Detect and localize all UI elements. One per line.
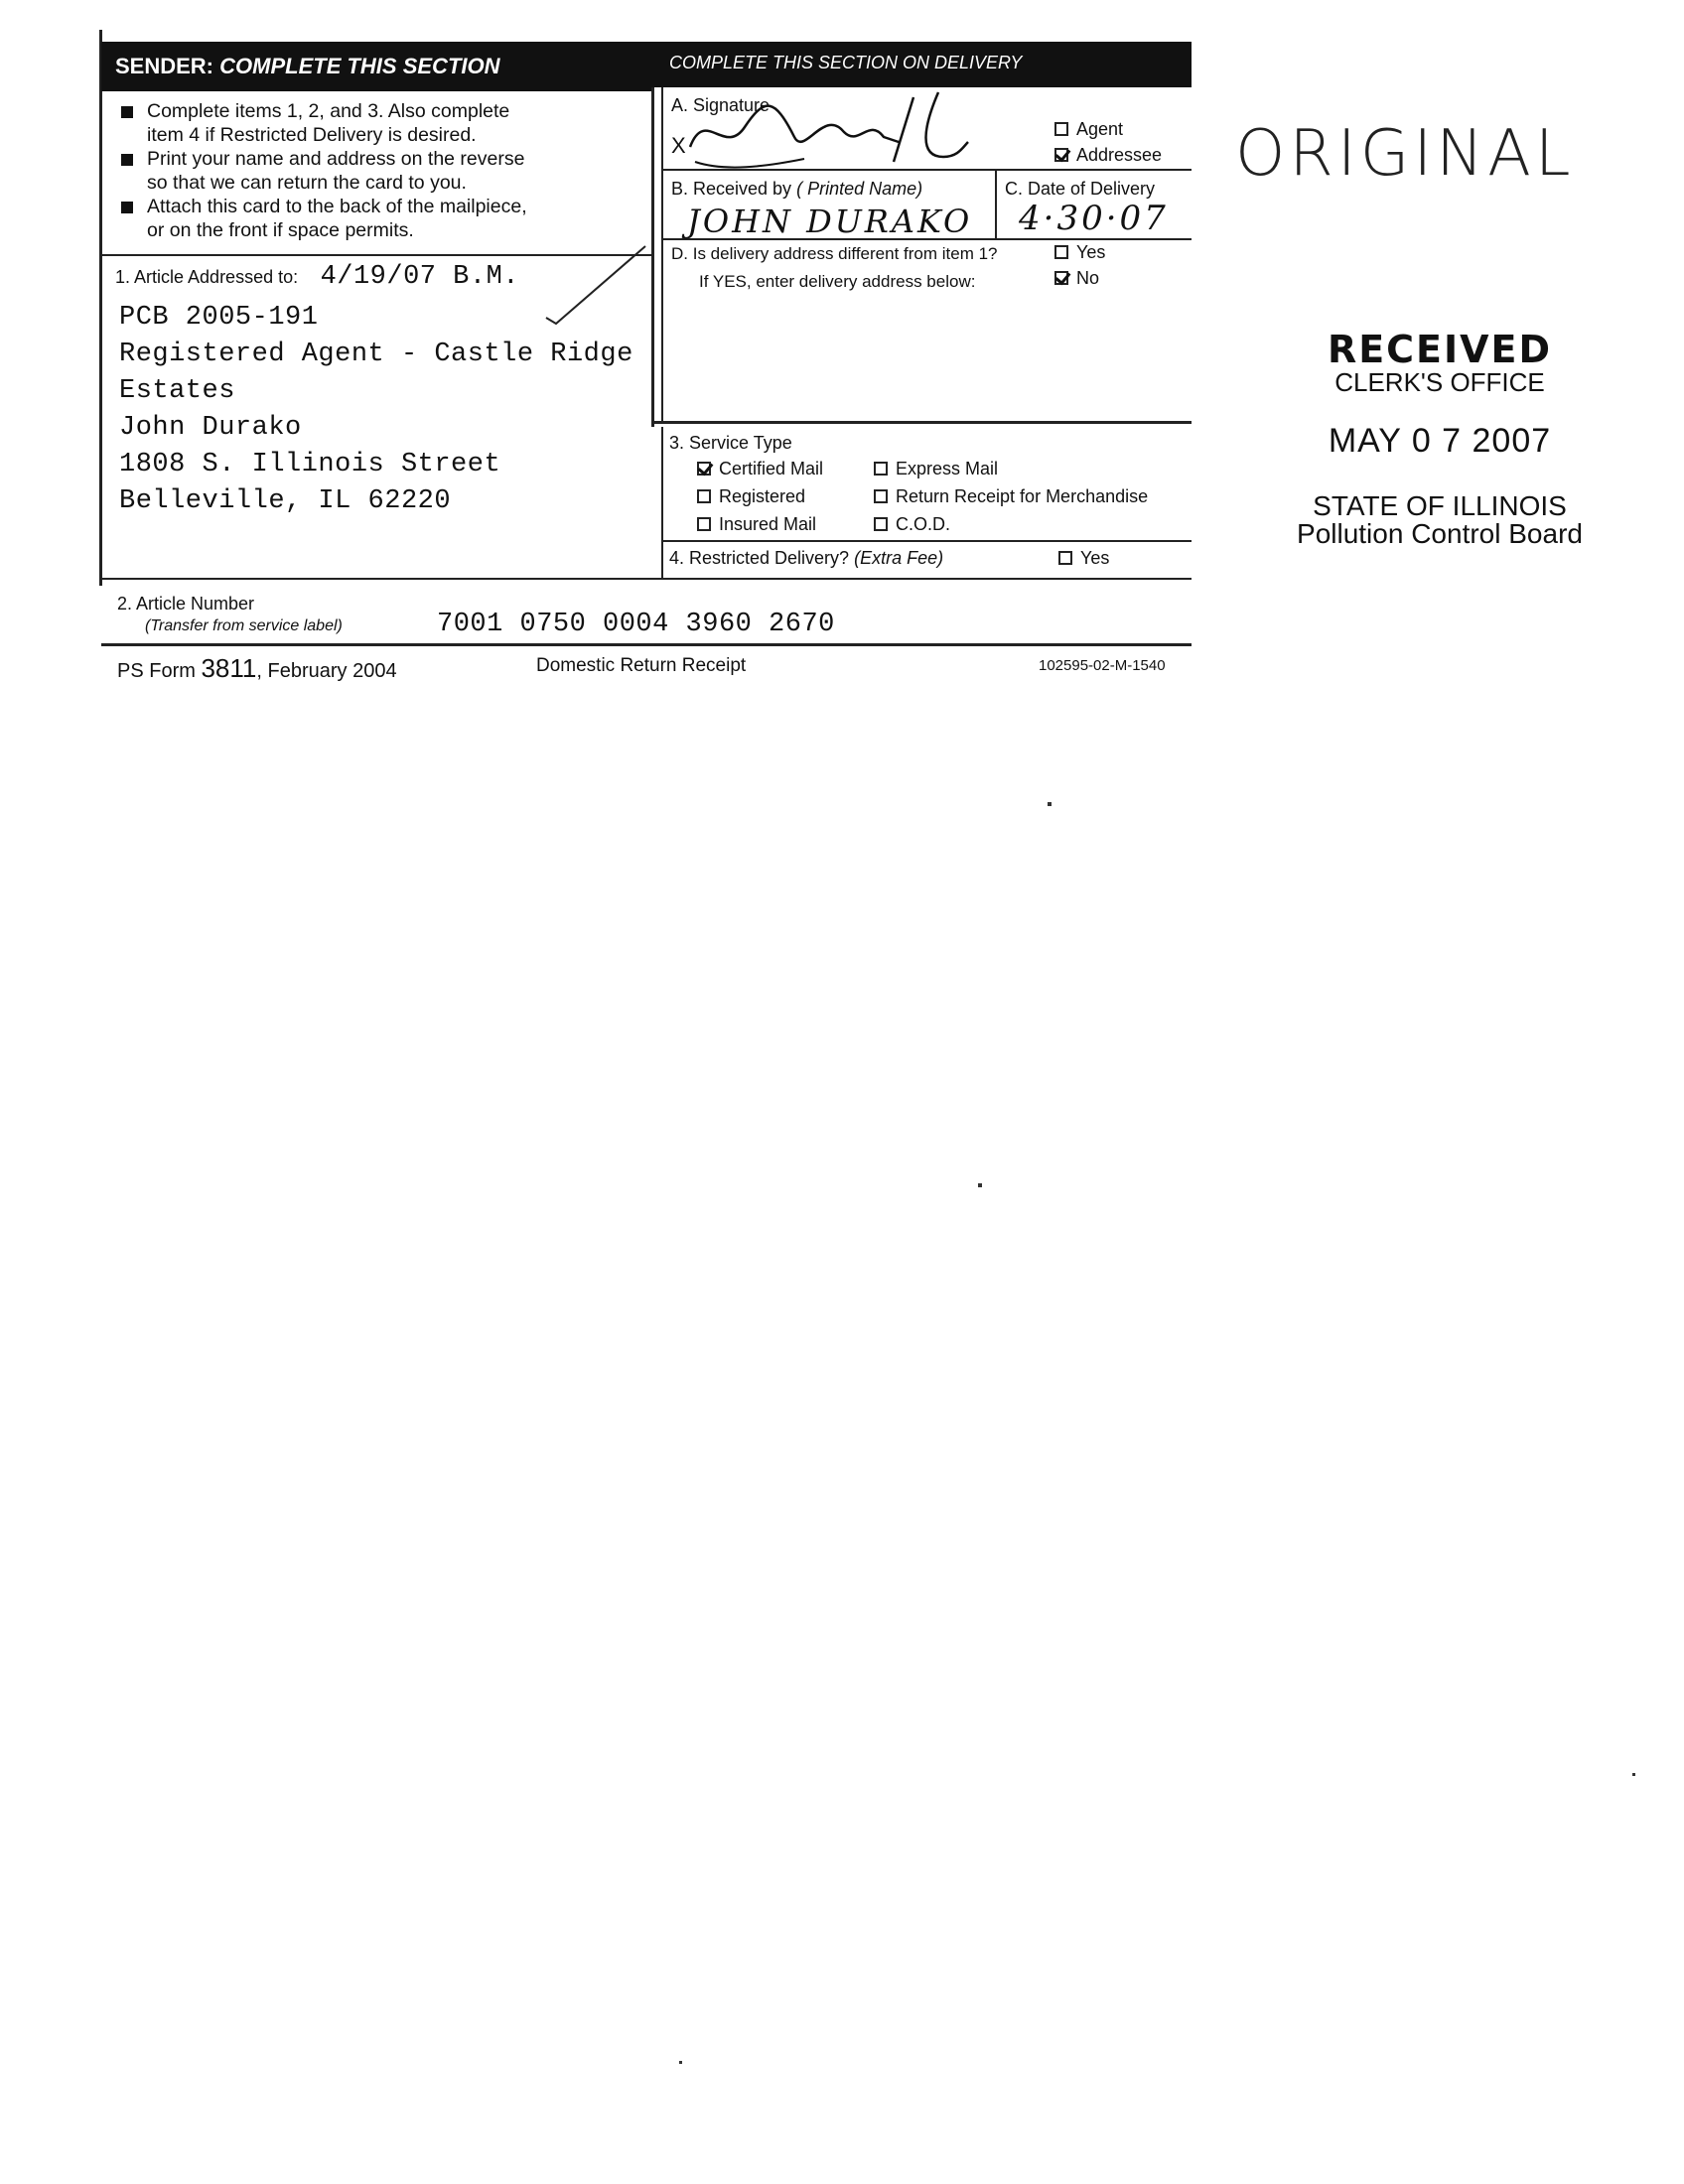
diff-no-checkbox[interactable] — [1054, 271, 1068, 285]
address-line: Belleville, IL 62220 — [119, 486, 452, 516]
delivery-header: COMPLETE THIS SECTION ON DELIVERY — [653, 42, 1192, 87]
restricted-fee: (Extra Fee) — [854, 548, 944, 568]
form-number: 3811 — [201, 653, 257, 683]
received-by-value: JOHN DURAKO — [687, 203, 973, 240]
scan-speck — [679, 2061, 682, 2064]
service-option-insured: Insured Mail — [697, 514, 816, 535]
annotation-check — [516, 238, 655, 328]
agent-label: Agent — [1076, 119, 1124, 139]
service-option-return-receipt: Return Receipt for Merchandise — [874, 486, 1148, 507]
address-line: PCB 2005-191 — [119, 303, 319, 333]
addressee-option — [1054, 145, 1162, 166]
article-number-value: 7001 0750 0004 3960 2670 — [437, 610, 835, 639]
instruction-2: Print your name and address on the reverse — [117, 147, 653, 171]
signature-x: X — [671, 133, 686, 158]
received-title: RECEIVED — [1327, 328, 1553, 371]
divider-service — [663, 540, 1192, 542]
diff-question: D. Is delivery address different from item 1? — [671, 244, 998, 263]
address-line: 1808 S. Illinois Street — [119, 450, 501, 479]
instruction-3-cont: or on the front if space permits. — [147, 219, 414, 241]
address-line: John Durako — [119, 413, 302, 443]
addressee-label: Addressee — [1076, 145, 1163, 165]
instruction-1: Complete items 1, 2, and 3. Also complete — [117, 99, 653, 123]
scan-speck — [978, 1183, 982, 1187]
date-value: 4·30·07 — [1019, 199, 1169, 238]
divider-date — [995, 169, 997, 238]
instruction-1-cont: item 4 if Restricted Delivery is desired. — [147, 124, 477, 146]
diff-yes-option — [1054, 242, 1105, 263]
scan-speck — [1048, 802, 1052, 806]
signature-label: A. Signature — [671, 95, 771, 115]
diff-instruction: If YES, enter delivery address below: — [699, 272, 976, 291]
return-receipt-checkbox[interactable] — [874, 489, 888, 503]
sender-header-italic: COMPLETE THIS SECTION — [219, 54, 500, 78]
divider-footer — [101, 643, 1192, 646]
cod-checkbox[interactable] — [874, 517, 888, 531]
signature-stroke — [690, 92, 968, 162]
address-line: Registered Agent - Castle Ridge — [119, 340, 633, 369]
received-stamp — [1271, 328, 1609, 550]
restricted-row — [669, 548, 943, 569]
received-by-hint: ( Printed Name) — [796, 179, 923, 199]
service-option-certified: Certified Mail — [697, 459, 823, 479]
sender-header — [101, 42, 653, 91]
form-date: , February 2004 — [256, 660, 397, 682]
express-checkbox[interactable] — [874, 462, 888, 476]
article-number-hint: (Transfer from service label) — [145, 617, 343, 634]
diff-yes-label: Yes — [1076, 242, 1106, 262]
date-label: C. Date of Delivery — [1005, 179, 1156, 199]
insured-checkbox[interactable] — [697, 517, 711, 531]
delivery-bottom-border — [651, 421, 1192, 424]
form-id — [117, 653, 397, 684]
signature-underline — [695, 159, 804, 168]
form-prefix: PS Form — [117, 660, 196, 682]
service-label: 3. Service Type — [669, 433, 792, 453]
service-option-cod: C.O.D. — [874, 514, 950, 535]
diff-yes-checkbox[interactable] — [1054, 245, 1068, 259]
address-line: Estates — [119, 376, 235, 406]
service-option-registered: Registered — [697, 486, 805, 507]
received-clerk: CLERK'S OFFICE — [1334, 367, 1545, 397]
service-option-express: Express Mail — [874, 459, 998, 479]
address-block — [119, 300, 633, 520]
restricted-yes-checkbox[interactable] — [1058, 551, 1072, 565]
received-date: MAY 0 7 2007 — [1328, 422, 1552, 460]
received-state: STATE OF ILLINOIS — [1313, 490, 1567, 521]
registered-checkbox[interactable] — [697, 489, 711, 503]
service-left-border — [661, 427, 663, 578]
received-by-label: B. Received by ( Printed Name) — [671, 179, 923, 199]
instruction-2-cont: so that we can return the card to you. — [147, 172, 467, 194]
form-left-border — [99, 30, 102, 586]
article-number-label: 2. Article Number — [117, 594, 255, 614]
sender-header-bold: SENDER: — [115, 54, 214, 78]
restricted-yes-option: Yes — [1058, 548, 1109, 569]
scan-speck — [1632, 1773, 1635, 1776]
diff-no-label: No — [1076, 268, 1100, 288]
addressee-checkbox[interactable] — [1054, 148, 1068, 162]
annotation-stroke — [546, 246, 645, 324]
instruction-3: Attach this card to the back of the mailpiece, — [117, 195, 653, 218]
received-board: Pollution Control Board — [1297, 518, 1583, 549]
form-code: 102595-02-M-1540 — [1039, 657, 1166, 674]
agent-option — [1054, 119, 1123, 140]
article-addressed-label: 1. Article Addressed to: — [115, 267, 299, 287]
signature-scribble — [685, 87, 973, 177]
agent-checkbox[interactable] — [1054, 122, 1068, 136]
restricted-label: 4. Restricted Delivery? — [669, 548, 850, 568]
original-stamp: ORIGINAL — [1235, 117, 1575, 191]
divider-restricted — [101, 578, 1192, 580]
article-note: 4/19/07 B.M. — [320, 262, 519, 292]
delivery-left-inner — [661, 87, 663, 421]
certified-checkbox[interactable] — [697, 462, 711, 476]
diff-no-option — [1054, 268, 1099, 289]
sender-instructions — [117, 99, 653, 242]
form-title: Domestic Return Receipt — [536, 655, 747, 676]
